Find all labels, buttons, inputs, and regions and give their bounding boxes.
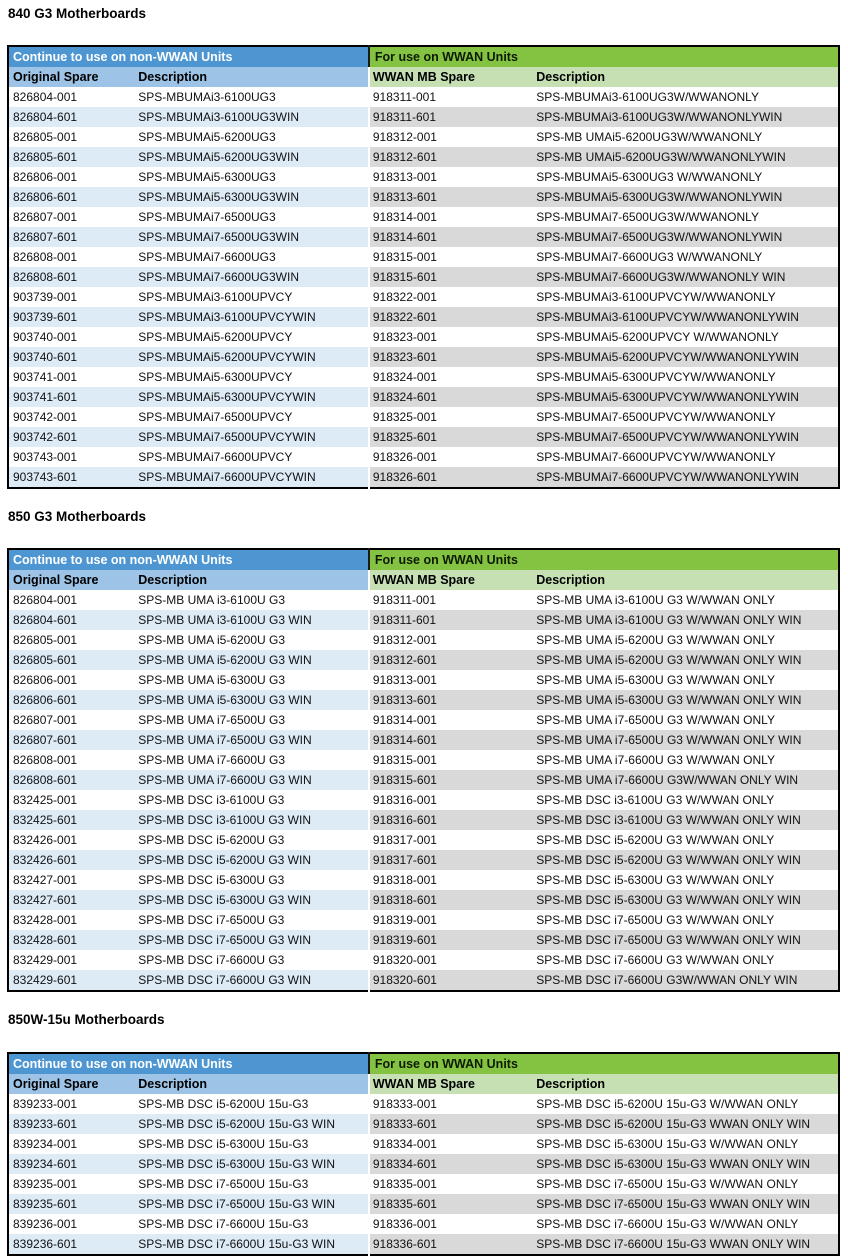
wwan-group-header: For use on WWAN Units — [369, 1053, 839, 1074]
description-cell: SPS-MBUMAi5-6300UG3 — [138, 170, 276, 184]
description-cell: SPS-MB DSC i7-6500U G3 WIN — [130, 930, 369, 950]
wwan-description-cell: SPS-MBUMAi7-6600UG3 W/WWANONLY — [536, 250, 763, 264]
original-spare-cell: 839234-001 — [13, 1137, 78, 1151]
original-spare-cell: 832425-601 — [8, 810, 130, 830]
column-header-row — [8, 67, 839, 87]
wwan-mb-spare-cell: 918320-001 — [369, 950, 534, 970]
original-spare-cell: 903740-601 — [8, 347, 130, 367]
description-cell: SPS-MBUMAi7-6500UG3 — [138, 210, 276, 224]
wwan-mb-spare-cell: 918322-601 — [369, 307, 534, 327]
description-cell: SPS-MBUMAi3-6100UG3 — [138, 90, 276, 104]
wwan-description-cell: SPS-MBUMAi7-6600UPVCYW/WWANONLY — [536, 450, 776, 464]
description-cell: SPS-MBUMAi5-6200UG3 — [138, 130, 276, 144]
original-spare-cell: 826804-001 — [13, 90, 78, 104]
wwan-description-cell: SPS-MB DSC i3-6100U G3 W/WWAN ONLY WIN — [534, 810, 839, 830]
description-cell: SPS-MBUMAi7-6600UPVCYWIN — [130, 467, 369, 488]
col-header-wwan-mb-spare: WWAN MB Spare — [369, 570, 534, 590]
wwan-mb-spare-cell: 918314-601 — [369, 227, 534, 247]
table-row — [8, 970, 839, 991]
wwan-mb-spare-cell: 918336-601 — [369, 1234, 534, 1255]
wwan-mb-spare-cell: 918311-601 — [369, 610, 534, 630]
table-row — [8, 910, 839, 930]
description-cell: SPS-MB UMA i5-6200U G3 WIN — [130, 650, 369, 670]
table-row — [8, 810, 839, 830]
original-spare-cell: 826808-601 — [8, 267, 130, 287]
table-row — [8, 1174, 839, 1194]
original-spare-cell: 826808-001 — [13, 250, 78, 264]
description-cell: SPS-MB DSC i5-6200U G3 WIN — [130, 850, 369, 870]
wwan-description-cell: SPS-MBUMAi3-6100UG3W/WWANONLY — [536, 90, 759, 104]
wwan-mb-spare-cell: 918312-001 — [369, 127, 534, 147]
table-row — [8, 307, 839, 327]
table-row — [8, 1154, 839, 1174]
col-header-description: Description — [130, 570, 369, 590]
original-spare-cell: 903739-001 — [13, 290, 78, 304]
wwan-description-cell: SPS-MB DSC i7-6500U G3 W/WWAN ONLY — [536, 913, 775, 927]
group-header-row — [8, 1053, 839, 1074]
wwan-description-cell: SPS-MB DSC i7-6500U G3 W/WWAN ONLY WIN — [534, 930, 839, 950]
description-cell: SPS-MB DSC i7-6600U 15u-G3 WIN — [130, 1234, 369, 1255]
original-spare-cell: 839235-001 — [13, 1177, 78, 1191]
wwan-mb-spare-cell: 918336-001 — [369, 1214, 534, 1234]
table-row — [8, 730, 839, 750]
col-header-wwan-description: Description — [534, 67, 839, 87]
original-spare-cell: 826804-601 — [8, 610, 130, 630]
non-wwan-group-header: Continue to use on non-WWAN Units — [8, 46, 369, 67]
original-spare-cell: 826804-601 — [8, 107, 130, 127]
table-row — [8, 630, 839, 650]
wwan-mb-spare-cell: 918314-001 — [369, 710, 534, 730]
description-cell: SPS-MBUMAi7-6600UG3 — [138, 250, 276, 264]
table-row — [8, 950, 839, 970]
table-row — [8, 890, 839, 910]
wwan-description-cell: SPS-MB UMA i3-6100U G3 W/WWAN ONLY WIN — [534, 610, 839, 630]
description-cell: SPS-MBUMAi5-6200UPVCY — [138, 330, 293, 344]
description-cell: SPS-MB UMA i5-6200U G3 — [138, 633, 285, 647]
table-row — [8, 447, 839, 467]
wwan-mb-spare-cell: 918311-001 — [369, 590, 534, 610]
description-cell: SPS-MBUMAi5-6200UG3WIN — [130, 147, 369, 167]
table-row — [8, 1134, 839, 1154]
original-spare-cell: 826808-001 — [13, 753, 78, 767]
col-header-original-spare: Original Spare — [8, 67, 130, 87]
description-cell: SPS-MB UMA i3-6100U G3 WIN — [130, 610, 369, 630]
wwan-mb-spare-cell: 918324-601 — [369, 387, 534, 407]
original-spare-cell: 826806-001 — [13, 673, 78, 687]
table-row — [8, 790, 839, 810]
table-row — [8, 650, 839, 670]
table-row — [8, 427, 839, 447]
table-row — [8, 870, 839, 890]
wwan-mb-spare-cell: 918317-601 — [369, 850, 534, 870]
original-spare-cell: 839234-601 — [8, 1154, 130, 1174]
description-cell: SPS-MBUMAi7-6600UPVCY — [138, 450, 293, 464]
original-spare-cell: 832426-601 — [8, 850, 130, 870]
wwan-mb-spare-cell: 918322-001 — [369, 287, 534, 307]
original-spare-cell: 832428-601 — [8, 930, 130, 950]
table-row — [8, 187, 839, 207]
wwan-mb-spare-cell: 918318-001 — [369, 870, 534, 890]
description-cell: SPS-MBUMAi5-6300UPVCY — [138, 370, 293, 384]
wwan-description-cell: SPS-MB DSC i5-6200U G3 W/WWAN ONLY — [536, 833, 775, 847]
description-cell: SPS-MB DSC i5-6200U 15u-G3 — [138, 1097, 309, 1111]
table-row — [8, 147, 839, 167]
wwan-description-cell: SPS-MBUMAi7-6600UPVCYW/WWANONLYWIN — [534, 467, 839, 488]
wwan-mb-spare-cell: 918311-601 — [369, 107, 534, 127]
original-spare-cell: 832429-001 — [13, 953, 78, 967]
description-cell: SPS-MB DSC i5-6200U 15u-G3 WIN — [130, 1114, 369, 1134]
table-row — [8, 267, 839, 287]
description-cell: SPS-MB DSC i5-6300U G3 — [138, 873, 285, 887]
description-cell: SPS-MB UMA i5-6300U G3 WIN — [130, 690, 369, 710]
wwan-mb-spare-cell: 918317-001 — [369, 830, 534, 850]
col-header-original-spare: Original Spare — [8, 1074, 130, 1094]
col-header-wwan-description: Description — [534, 570, 839, 590]
group-header-row — [8, 46, 839, 67]
table-row — [8, 127, 839, 147]
description-cell: SPS-MB DSC i7-6500U G3 — [138, 913, 285, 927]
table-row — [8, 770, 839, 790]
wwan-mb-spare-cell: 918320-601 — [369, 970, 534, 991]
section-850-g3 — [0, 489, 848, 992]
wwan-mb-spare-cell: 918326-001 — [369, 447, 534, 467]
wwan-description-cell: SPS-MB DSC i5-6200U 15u-G3 WWAN ONLY WIN — [534, 1114, 839, 1134]
original-spare-cell: 903743-601 — [8, 467, 130, 488]
wwan-description-cell: SPS-MBUMAi5-6200UPVCYW/WWANONLYWIN — [534, 347, 839, 367]
table-row — [8, 750, 839, 770]
motherboard-table-850-g3 — [7, 548, 840, 992]
table-row — [8, 227, 839, 247]
wwan-mb-spare-cell: 918323-001 — [369, 327, 534, 347]
original-spare-cell: 839235-601 — [8, 1194, 130, 1214]
col-header-wwan-mb-spare: WWAN MB Spare — [369, 1074, 534, 1094]
wwan-description-cell: SPS-MB UMA i3-6100U G3 W/WWAN ONLY — [536, 593, 775, 607]
original-spare-cell: 832426-001 — [13, 833, 78, 847]
table-row — [8, 207, 839, 227]
description-cell: SPS-MB UMA i3-6100U G3 — [138, 593, 285, 607]
wwan-description-cell: SPS-MBUMAi7-6500UPVCYW/WWANONLYWIN — [534, 427, 839, 447]
table-row — [8, 287, 839, 307]
wwan-mb-spare-cell: 918323-601 — [369, 347, 534, 367]
description-cell: SPS-MBUMAi7-6500UG3WIN — [130, 227, 369, 247]
wwan-description-cell: SPS-MBUMAi3-6100UPVCYW/WWANONLY — [536, 290, 776, 304]
original-spare-cell: 839236-601 — [8, 1234, 130, 1255]
description-cell: SPS-MB UMA i7-6600U G3 — [138, 753, 285, 767]
table-row — [8, 367, 839, 387]
original-spare-cell: 826807-601 — [8, 227, 130, 247]
wwan-mb-spare-cell: 918312-001 — [369, 630, 534, 650]
description-cell: SPS-MB DSC i7-6600U G3 — [138, 953, 285, 967]
original-spare-cell: 903742-601 — [8, 427, 130, 447]
wwan-mb-spare-cell: 918315-001 — [369, 247, 534, 267]
col-header-wwan-mb-spare: WWAN MB Spare — [369, 67, 534, 87]
original-spare-cell: 832425-001 — [13, 793, 78, 807]
original-spare-cell: 832427-601 — [8, 890, 130, 910]
description-cell: SPS-MBUMAi3-6100UPVCYWIN — [130, 307, 369, 327]
col-header-original-spare: Original Spare — [8, 570, 130, 590]
original-spare-cell: 903741-001 — [13, 370, 78, 384]
wwan-description-cell: SPS-MB UMA i5-6300U G3 W/WWAN ONLY — [536, 673, 775, 687]
col-header-description: Description — [130, 67, 369, 87]
wwan-mb-spare-cell: 918313-601 — [369, 187, 534, 207]
original-spare-cell: 903743-001 — [13, 450, 78, 464]
table-row — [8, 710, 839, 730]
table-row — [8, 1114, 839, 1134]
wwan-mb-spare-cell: 918335-601 — [369, 1194, 534, 1214]
wwan-description-cell: SPS-MB UMA i7-6500U G3 W/WWAN ONLY WIN — [534, 730, 839, 750]
original-spare-cell: 826807-601 — [8, 730, 130, 750]
description-cell: SPS-MB UMA i7-6500U G3 — [138, 713, 285, 727]
wwan-group-header: For use on WWAN Units — [369, 549, 839, 570]
wwan-mb-spare-cell: 918315-001 — [369, 750, 534, 770]
wwan-mb-spare-cell: 918334-001 — [369, 1134, 534, 1154]
original-spare-cell: 826806-601 — [8, 690, 130, 710]
original-spare-cell: 826806-001 — [13, 170, 78, 184]
table-row — [8, 347, 839, 367]
wwan-description-cell: SPS-MBUMAi7-6500UG3W/WWANONLYWIN — [534, 227, 839, 247]
description-cell: SPS-MB DSC i3-6100U G3 WIN — [130, 810, 369, 830]
table-row — [8, 1094, 839, 1114]
original-spare-cell: 839236-001 — [13, 1217, 78, 1231]
original-spare-cell: 832429-601 — [8, 970, 130, 991]
wwan-description-cell: SPS-MB DSC i5-6300U 15u-G3 W/WWAN ONLY — [536, 1137, 799, 1151]
table-row — [8, 830, 839, 850]
non-wwan-group-header: Continue to use on non-WWAN Units — [8, 549, 369, 570]
description-cell: SPS-MB DSC i5-6300U 15u-G3 — [138, 1137, 309, 1151]
description-cell: SPS-MB UMA i5-6300U G3 — [138, 673, 285, 687]
description-cell: SPS-MB DSC i5-6300U 15u-G3 WIN — [130, 1154, 369, 1174]
wwan-group-header: For use on WWAN Units — [369, 46, 839, 67]
wwan-description-cell: SPS-MB UMA i5-6300U G3 W/WWAN ONLY WIN — [534, 690, 839, 710]
section-850w-15u — [0, 992, 848, 1256]
wwan-mb-spare-cell: 918316-601 — [369, 810, 534, 830]
table-row — [8, 1214, 839, 1234]
wwan-description-cell: SPS-MB DSC i7-6600U G3 W/WWAN ONLY — [536, 953, 775, 967]
description-cell: SPS-MB DSC i7-6500U 15u-G3 — [138, 1177, 309, 1191]
wwan-description-cell: SPS-MB UMA i5-6200U G3 W/WWAN ONLY — [536, 633, 775, 647]
description-cell: SPS-MBUMAi7-6500UPVCY — [138, 410, 293, 424]
original-spare-cell: 826805-001 — [13, 633, 78, 647]
wwan-description-cell: SPS-MB DSC i7-6600U G3W/WWAN ONLY WIN — [534, 970, 839, 991]
motherboard-table-850w-15u — [7, 1052, 840, 1256]
section-840-g3 — [0, 0, 848, 489]
section-title-850-g3: 850 G3 Motherboards — [8, 509, 147, 524]
wwan-description-cell: SPS-MB DSC i7-6600U 15u-G3 W/WWAN ONLY — [536, 1217, 799, 1231]
wwan-mb-spare-cell: 918319-601 — [369, 930, 534, 950]
wwan-description-cell: SPS-MB DSC i5-6300U G3 W/WWAN ONLY — [536, 873, 775, 887]
wwan-mb-spare-cell: 918313-001 — [369, 167, 534, 187]
original-spare-cell: 903740-001 — [13, 330, 78, 344]
table-row — [8, 690, 839, 710]
wwan-mb-spare-cell: 918334-601 — [369, 1154, 534, 1174]
original-spare-cell: 839233-001 — [13, 1097, 78, 1111]
table-row — [8, 247, 839, 267]
table-row — [8, 467, 839, 488]
description-cell: SPS-MB DSC i5-6300U G3 WIN — [130, 890, 369, 910]
table-row — [8, 850, 839, 870]
wwan-mb-spare-cell: 918335-001 — [369, 1174, 534, 1194]
description-cell: SPS-MBUMAi5-6200UPVCYWIN — [130, 347, 369, 367]
original-spare-cell: 826807-001 — [13, 713, 78, 727]
col-header-wwan-description: Description — [534, 1074, 839, 1094]
wwan-mb-spare-cell: 918315-601 — [369, 770, 534, 790]
wwan-mb-spare-cell: 918333-601 — [369, 1114, 534, 1134]
description-cell: SPS-MBUMAi3-6100UG3WIN — [130, 107, 369, 127]
wwan-description-cell: SPS-MB DSC i7-6500U 15u-G3 WWAN ONLY WIN — [534, 1194, 839, 1214]
wwan-mb-spare-cell: 918318-601 — [369, 890, 534, 910]
table-row — [8, 1234, 839, 1255]
wwan-description-cell: SPS-MBUMAi7-6500UG3W/WWANONLY — [536, 210, 759, 224]
wwan-mb-spare-cell: 918315-601 — [369, 267, 534, 287]
wwan-description-cell: SPS-MB DSC i5-6300U G3 W/WWAN ONLY WIN — [534, 890, 839, 910]
wwan-mb-spare-cell: 918319-001 — [369, 910, 534, 930]
wwan-description-cell: SPS-MB DSC i3-6100U G3 W/WWAN ONLY — [536, 793, 775, 807]
wwan-description-cell: SPS-MB DSC i7-6600U 15u-G3 WWAN ONLY WIN — [534, 1234, 839, 1255]
original-spare-cell: 826805-601 — [8, 147, 130, 167]
original-spare-cell: 826808-601 — [8, 770, 130, 790]
description-cell: SPS-MB DSC i7-6500U 15u-G3 WIN — [130, 1194, 369, 1214]
original-spare-cell: 832427-001 — [13, 873, 78, 887]
wwan-description-cell: SPS-MBUMAi3-6100UG3W/WWANONLYWIN — [534, 107, 839, 127]
wwan-description-cell: SPS-MB DSC i5-6200U 15u-G3 W/WWAN ONLY — [536, 1097, 799, 1111]
section-title-840-g3: 840 G3 Motherboards — [8, 6, 147, 21]
wwan-mb-spare-cell: 918314-001 — [369, 207, 534, 227]
non-wwan-group-header: Continue to use on non-WWAN Units — [8, 1053, 369, 1074]
wwan-description-cell: SPS-MB UMA i7-6500U G3 W/WWAN ONLY — [536, 713, 775, 727]
description-cell: SPS-MBUMAi7-6600UG3WIN — [130, 267, 369, 287]
table-row — [8, 670, 839, 690]
wwan-mb-spare-cell: 918313-001 — [369, 670, 534, 690]
description-cell: SPS-MBUMAi5-6300UPVCYWIN — [130, 387, 369, 407]
description-cell: SPS-MBUMAi7-6500UPVCYWIN — [130, 427, 369, 447]
wwan-description-cell: SPS-MB DSC i7-6500U 15u-G3 W/WWAN ONLY — [536, 1177, 799, 1191]
wwan-description-cell: SPS-MBUMAi7-6600UG3W/WWANONLY WIN — [534, 267, 839, 287]
column-header-row — [8, 570, 839, 590]
original-spare-cell: 903742-001 — [13, 410, 78, 424]
wwan-description-cell: SPS-MBUMAi3-6100UPVCYW/WWANONLYWIN — [534, 307, 839, 327]
column-header-row — [8, 1074, 839, 1094]
group-header-row — [8, 549, 839, 570]
wwan-mb-spare-cell: 918324-001 — [369, 367, 534, 387]
table-row — [8, 327, 839, 347]
wwan-mb-spare-cell: 918325-001 — [369, 407, 534, 427]
table-row — [8, 1194, 839, 1214]
description-cell: SPS-MB DSC i7-6600U 15u-G3 — [138, 1217, 309, 1231]
col-header-description: Description — [130, 1074, 369, 1094]
table-row — [8, 590, 839, 610]
wwan-description-cell: SPS-MB UMAi5-6200UG3W/WWANONLY — [536, 130, 763, 144]
original-spare-cell: 826805-601 — [8, 650, 130, 670]
description-cell: SPS-MB UMA i7-6500U G3 WIN — [130, 730, 369, 750]
wwan-mb-spare-cell: 918325-601 — [369, 427, 534, 447]
section-title-850w-15u: 850W-15u Motherboards — [8, 1012, 165, 1027]
description-cell: SPS-MB DSC i3-6100U G3 — [138, 793, 285, 807]
table-row — [8, 167, 839, 187]
wwan-mb-spare-cell: 918312-601 — [369, 147, 534, 167]
original-spare-cell: 826806-601 — [8, 187, 130, 207]
original-spare-cell: 839233-601 — [8, 1114, 130, 1134]
table-row — [8, 107, 839, 127]
table-row — [8, 930, 839, 950]
motherboard-table-840-g3 — [7, 45, 840, 489]
wwan-description-cell: SPS-MBUMAi5-6200UPVCY W/WWANONLY — [536, 330, 779, 344]
wwan-description-cell: SPS-MBUMAi5-6300UG3W/WWANONLYWIN — [534, 187, 839, 207]
original-spare-cell: 903741-601 — [8, 387, 130, 407]
table-row — [8, 407, 839, 427]
original-spare-cell: 826807-001 — [13, 210, 78, 224]
wwan-description-cell: SPS-MBUMAi5-6300UPVCYW/WWANONLY — [536, 370, 776, 384]
original-spare-cell: 826804-001 — [13, 593, 78, 607]
wwan-mb-spare-cell: 918311-001 — [369, 87, 534, 107]
wwan-description-cell: SPS-MB UMA i7-6600U G3 W/WWAN ONLY — [536, 753, 775, 767]
wwan-description-cell: SPS-MB UMA i5-6200U G3 W/WWAN ONLY WIN — [534, 650, 839, 670]
wwan-mb-spare-cell: 918333-001 — [369, 1094, 534, 1114]
wwan-mb-spare-cell: 918316-001 — [369, 790, 534, 810]
table-row — [8, 387, 839, 407]
description-cell: SPS-MBUMAi3-6100UPVCY — [138, 290, 293, 304]
wwan-mb-spare-cell: 918314-601 — [369, 730, 534, 750]
description-cell: SPS-MBUMAi5-6300UG3WIN — [130, 187, 369, 207]
description-cell: SPS-MB DSC i7-6600U G3 WIN — [130, 970, 369, 991]
description-cell: SPS-MB DSC i5-6200U G3 — [138, 833, 285, 847]
wwan-description-cell: SPS-MBUMAi5-6300UPVCYW/WWANONLYWIN — [534, 387, 839, 407]
wwan-description-cell: SPS-MB UMAi5-6200UG3W/WWANONLYWIN — [534, 147, 839, 167]
original-spare-cell: 832428-001 — [13, 913, 78, 927]
original-spare-cell: 826805-001 — [13, 130, 78, 144]
wwan-mb-spare-cell: 918326-601 — [369, 467, 534, 488]
table-row — [8, 610, 839, 630]
wwan-description-cell: SPS-MB DSC i5-6200U G3 W/WWAN ONLY WIN — [534, 850, 839, 870]
description-cell: SPS-MB UMA i7-6600U G3 WIN — [130, 770, 369, 790]
wwan-description-cell: SPS-MB UMA i7-6600U G3W/WWAN ONLY WIN — [534, 770, 839, 790]
wwan-description-cell: SPS-MBUMAi5-6300UG3 W/WWANONLY — [536, 170, 763, 184]
original-spare-cell: 903739-601 — [8, 307, 130, 327]
wwan-mb-spare-cell: 918313-601 — [369, 690, 534, 710]
wwan-description-cell: SPS-MBUMAi7-6500UPVCYW/WWANONLY — [536, 410, 776, 424]
table-row — [8, 87, 839, 107]
wwan-description-cell: SPS-MB DSC i5-6300U 15u-G3 WWAN ONLY WIN — [534, 1154, 839, 1174]
wwan-mb-spare-cell: 918312-601 — [369, 650, 534, 670]
